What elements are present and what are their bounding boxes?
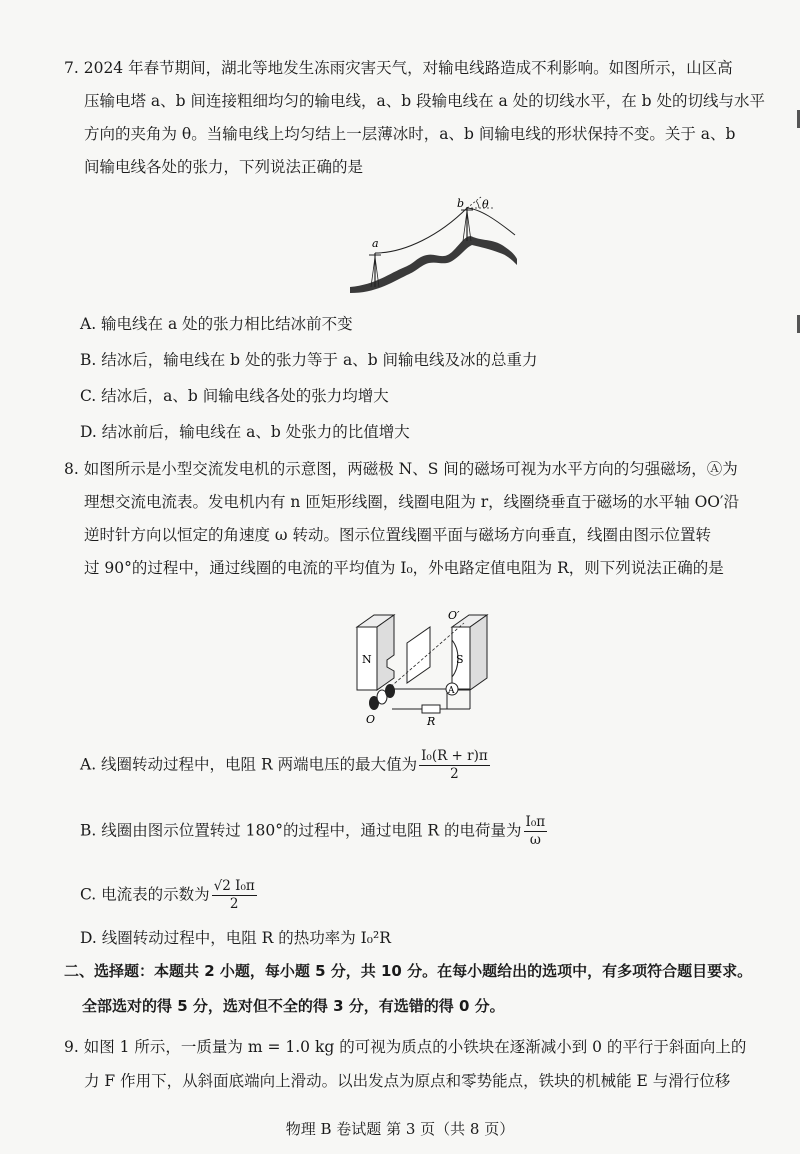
q8-line-3: 逆时针方向以恒定的角速度 ω 转动。图示位置线圈平面与磁场方向垂直，线圈由图示位置转 — [84, 526, 711, 544]
fraction-numerator: I₀(R + r)π — [421, 748, 488, 764]
q7-option-a: A. 输电线在 a 处的张力相比结冰前不变 — [80, 315, 353, 333]
label-ammeter: A — [448, 686, 455, 696]
q8-option-c — [80, 878, 257, 913]
label-a: a — [372, 237, 379, 250]
power-line-continuing — [467, 208, 515, 235]
section-2-instructions: 全部选对的得 5 分，选对但不全的得 3 分，有选错的得 0 分。 — [82, 997, 505, 1015]
q8-option-b-text: B. 线圈由图示位置转过 180°的过程中，通过电阻 R 的电荷量为 — [80, 821, 522, 840]
q8-option-b-fraction — [524, 814, 548, 849]
label-n: N — [362, 653, 372, 666]
q8-line-1: 8. 如图所示是小型交流发电机的示意图，两磁极 N、S 间的磁场可视为水平方向的匀强磁场，Ⓐ为 — [64, 460, 738, 478]
label-o-prime: O′ — [448, 609, 460, 622]
q7-power-line-figure — [345, 195, 520, 300]
q8-option-b — [80, 814, 547, 849]
q8-option-c-text: C. 电流表的示数为 — [80, 885, 210, 904]
q8-option-d: D. 线圈转动过程中，电阻 R 的热功率为 I₀²R — [80, 929, 391, 947]
fraction-denominator: 2 — [229, 896, 239, 912]
q7-option-b: B. 结冰后，输电线在 b 处的张力等于 a、b 间输电线及冰的总重力 — [80, 351, 538, 369]
label-s: S — [456, 653, 464, 666]
q8-line-4: 过 90°的过程中，通过线圈的电流的平均值为 I₀，外电路定值电阻为 R，则下列说法正确的是 — [84, 559, 724, 577]
theta-arc — [476, 201, 479, 208]
magnet-s — [452, 615, 487, 690]
fraction-numerator: I₀π — [525, 814, 546, 830]
label-o: O — [366, 713, 376, 726]
q8-option-a-text: A. 线圈转动过程中，电阻 R 两端电压的最大值为 — [80, 755, 418, 774]
magnet-n — [357, 615, 394, 690]
q7-option-d: D. 结冰前后，输电线在 a、b 处张力的比值增大 — [80, 423, 410, 441]
q8-option-a — [80, 748, 490, 783]
fraction-numerator: √2 I₀π — [213, 878, 255, 894]
label-r: R — [427, 715, 436, 728]
power-line-ab — [375, 208, 467, 253]
resistor — [422, 705, 440, 713]
fraction-denominator: ω — [529, 832, 541, 848]
q7-line-4: 间输电线各处的张力，下列说法正确的是 — [84, 158, 364, 176]
label-b: b — [457, 197, 465, 210]
q9-line-1: 9. 如图 1 所示，一质量为 m = 1.0 kg 的可视为质点的小铁块在逐渐减小到 0 的平行于斜面向上的 — [64, 1038, 747, 1056]
section-2-heading: 二、选择题：本题共 2 小题，每小题 5 分，共 10 分。在每小题给出的选项中，有多项符合题目要求。 — [64, 962, 753, 980]
q7-line-1: 7. 2024 年春节期间，湖北等地发生冻雨灾害天气，对输电线路造成不利影响。如图所示，山区高 — [64, 59, 733, 77]
q8-line-2: 理想交流电流表。发电机内有 n 匝矩形线圈，线圈电阻为 r，线圈绕垂直于磁场的水平轴 OO′沿 — [84, 493, 740, 511]
page-footer: 物理 B 卷试题 第 3 页（共 8 页） — [285, 1120, 515, 1138]
q8-option-c-fraction — [212, 878, 257, 913]
coil — [407, 627, 430, 683]
q9-line-2: 力 F 作用下，从斜面底端向上滑动。以出发点为原点和零势能点，铁块的机械能 E 与滑行位移 — [84, 1072, 731, 1090]
q7-option-c: C. 结冰后，a、b 间输电线各处的张力均增大 — [80, 387, 389, 405]
q8-option-a-fraction — [419, 748, 490, 783]
label-theta: θ — [482, 198, 489, 211]
fraction-denominator: 2 — [450, 766, 459, 782]
q7-line-3: 方向的夹角为 θ。当输电线上均匀结上一层薄冰时，a、b 间输电线的形状保持不变。关于 a、b — [84, 125, 736, 143]
q7-line-2: 压输电塔 a、b 间连接粗细均匀的输电线，a、b 段输电线在 a 处的切线水平，在 b 处的切线与水平 — [84, 92, 765, 110]
q8-generator-figure — [352, 605, 502, 730]
